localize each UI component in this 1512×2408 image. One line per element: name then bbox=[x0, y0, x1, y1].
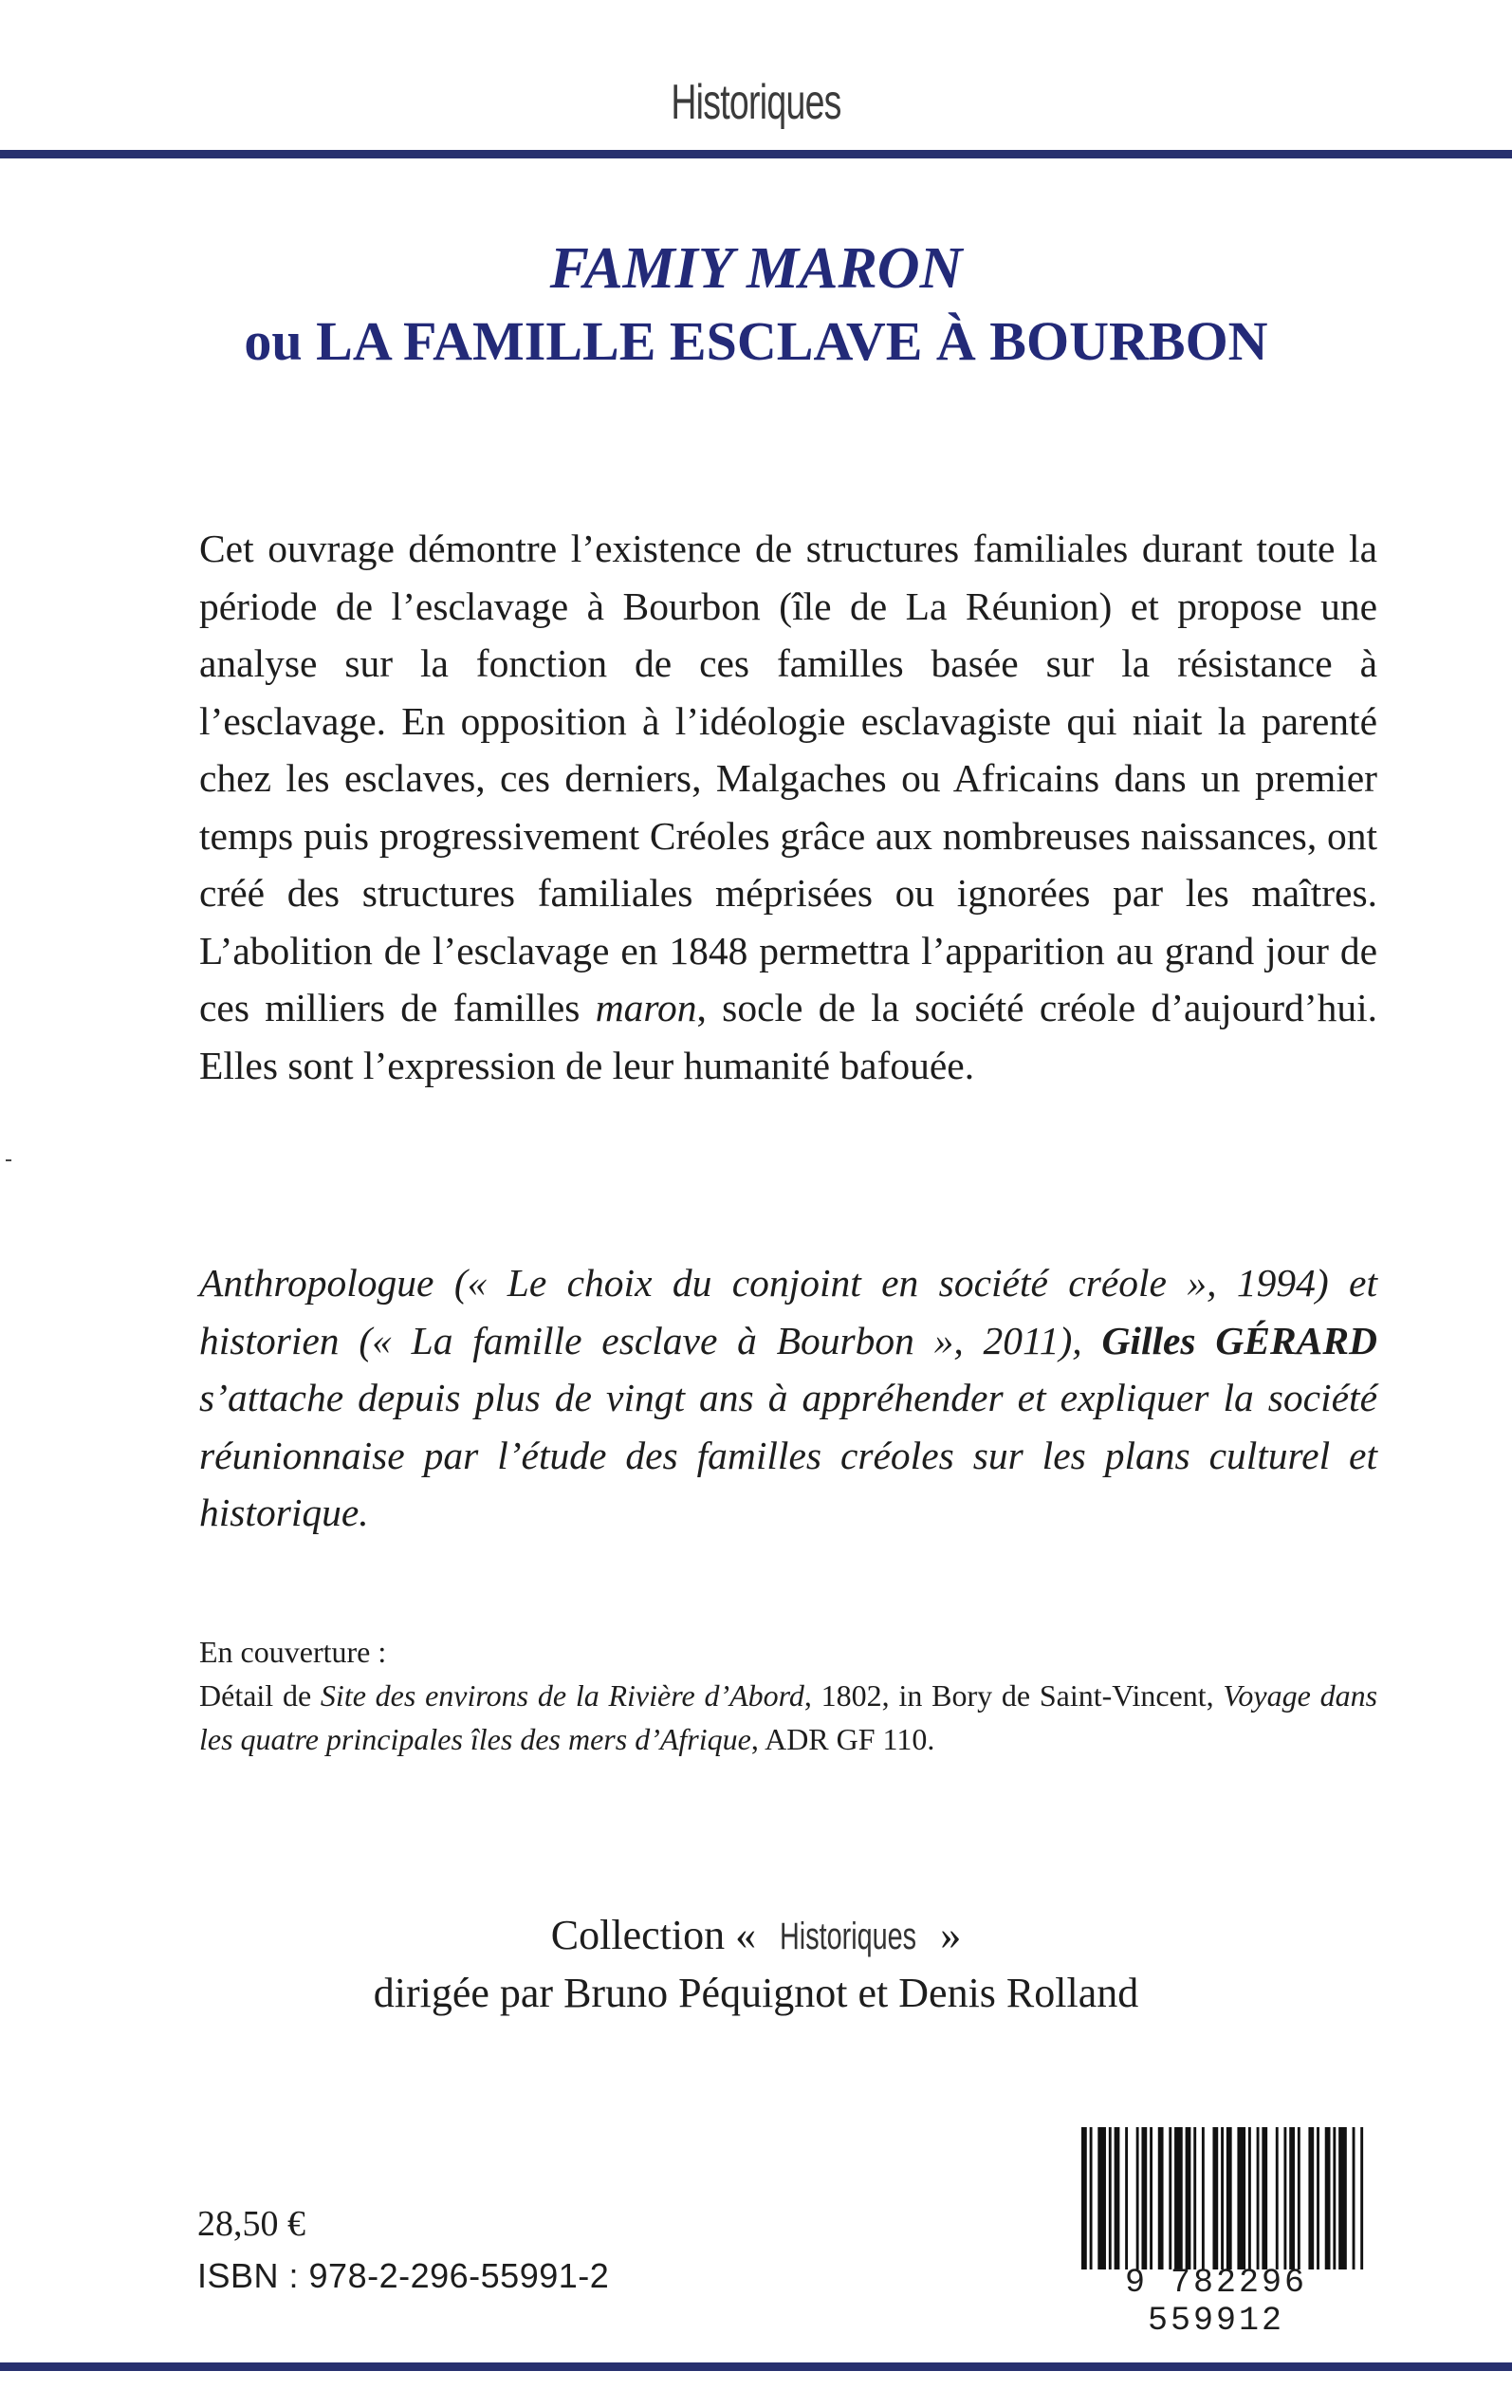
barcode-bar bbox=[1360, 2127, 1363, 2269]
collection-info bbox=[0, 1907, 1512, 2022]
barcode-bar bbox=[1174, 2127, 1183, 2269]
bottom-rule bbox=[0, 2362, 1512, 2371]
title-line-1: FAMIY MARON bbox=[549, 236, 963, 301]
author-name: Gilles GÉRARD bbox=[1101, 1318, 1377, 1362]
bio-text-1: Anthropologue (« Le choix du conjoint en société créole », 1994) et historien (« La famille esclave à Bourbon », 2011), bbox=[199, 1261, 1377, 1362]
author-bio bbox=[199, 1254, 1377, 1542]
credit-prefix: Détail de bbox=[199, 1678, 321, 1713]
barcode-bar bbox=[1333, 2127, 1336, 2269]
barcode-bar bbox=[1237, 2127, 1245, 2269]
barcode-bar bbox=[1169, 2127, 1171, 2269]
barcode-bar bbox=[1136, 2127, 1139, 2269]
barcode-bar bbox=[1141, 2127, 1147, 2269]
credit-work-title: Site des environs de la Rivière d’Abord bbox=[320, 1678, 804, 1713]
barcode-digits: 9 782296 559912 bbox=[1124, 2264, 1308, 2340]
collection-suffix: » bbox=[930, 1912, 962, 1958]
series-header: Historiques bbox=[671, 75, 841, 130]
barcode-bar bbox=[1097, 2127, 1106, 2269]
barcode-bar bbox=[1257, 2127, 1260, 2269]
barcode-bar bbox=[1283, 2127, 1286, 2269]
barcode-bar bbox=[1338, 2127, 1347, 2269]
barcode-bar bbox=[1308, 2127, 1314, 2269]
barcode-bar bbox=[1186, 2127, 1191, 2269]
cover-credit-label: En couverture : bbox=[199, 1635, 387, 1669]
barcode-bar bbox=[1221, 2127, 1224, 2269]
collection-line bbox=[0, 1907, 1512, 1965]
credit-book-title: Voyage dans les quatre principales îles des mers d’Afrique bbox=[199, 1678, 1378, 1756]
barcode-bars bbox=[1081, 2127, 1366, 2269]
barcode-bar bbox=[1248, 2127, 1251, 2269]
collection-directors: dirigée par Bruno Péquignot et Denis Rolland bbox=[373, 1970, 1139, 2016]
barcode-bar bbox=[1081, 2127, 1087, 2269]
bio-text-2: s’attache depuis plus de vingt ans à appréhender et expliquer la société réunionnaise par l’étude des familles créoles sur les plans culturel et historique. bbox=[199, 1376, 1377, 1534]
cover-credit bbox=[199, 1630, 1377, 1761]
credit-suffix: , 1802, in Bory de Saint-Vincent, bbox=[803, 1678, 1214, 1713]
top-rule bbox=[0, 150, 1512, 158]
barcode-bar bbox=[1276, 2127, 1279, 2269]
barcode-bar bbox=[1090, 2127, 1093, 2269]
collection-series-logo: Historiques bbox=[780, 1916, 917, 1957]
collection-prefix: Collection « bbox=[550, 1912, 767, 1958]
barcode-bar bbox=[1353, 2127, 1355, 2269]
price: 28,50 € bbox=[197, 2204, 305, 2244]
barcode-bar bbox=[1226, 2127, 1232, 2269]
barcode-bar bbox=[1262, 2127, 1267, 2269]
barcode-bar bbox=[1212, 2127, 1218, 2269]
barcode-bar bbox=[1298, 2127, 1300, 2269]
barcode-bar bbox=[1115, 2127, 1120, 2269]
isbn: ISBN : 978-2-296-55991-2 bbox=[197, 2256, 610, 2295]
barcode-bar bbox=[1202, 2127, 1205, 2269]
barcode-bar bbox=[1109, 2127, 1112, 2269]
barcode-bar bbox=[1325, 2127, 1331, 2269]
cover-credit-detail bbox=[199, 1674, 1377, 1761]
summary-text-2: , socle de la société créole d’aujourd’hui. Elles sont l’expression de leur humanité bafouée. bbox=[199, 986, 1378, 1087]
barcode-bar bbox=[1150, 2127, 1152, 2269]
edge-mark bbox=[6, 1159, 11, 1161]
summary-italic-word: maron bbox=[595, 986, 697, 1029]
barcode-bar bbox=[1289, 2127, 1295, 2269]
barcode-bar bbox=[1193, 2127, 1196, 2269]
summary-text-1: Cet ouvrage démontre l’existence de structures familiales durant toute la période de l’esclavage à Bourbon (île de La Réunion) et propose une analyse sur la fonction de ces familles basée sur la résistance à l’esclavage. En opposition à l’idéologie esclavagiste qui niait la parenté chez les esclaves, ces derniers, Malgaches ou Africains dans un premier temps puis progressivement Créoles grâce aux nombreuses naissances, ont créé des structures familiales méprisées ou ignorées par les maîtres. L’abolition de l’esclavage en 1848 permettra l’apparition au grand jour de ces milliers de familles bbox=[199, 527, 1377, 1029]
barcode bbox=[1053, 2127, 1379, 2340]
barcode-bar bbox=[1317, 2127, 1319, 2269]
barcode-bar bbox=[1125, 2127, 1128, 2269]
title-line-2: ou LA FAMILLE ESCLAVE À BOURBON bbox=[244, 310, 1268, 372]
barcode-bar bbox=[1158, 2127, 1164, 2269]
summary-paragraph bbox=[199, 520, 1377, 1094]
credit-book-suffix: , ADR GF 110. bbox=[750, 1722, 935, 1756]
book-title bbox=[0, 232, 1512, 378]
